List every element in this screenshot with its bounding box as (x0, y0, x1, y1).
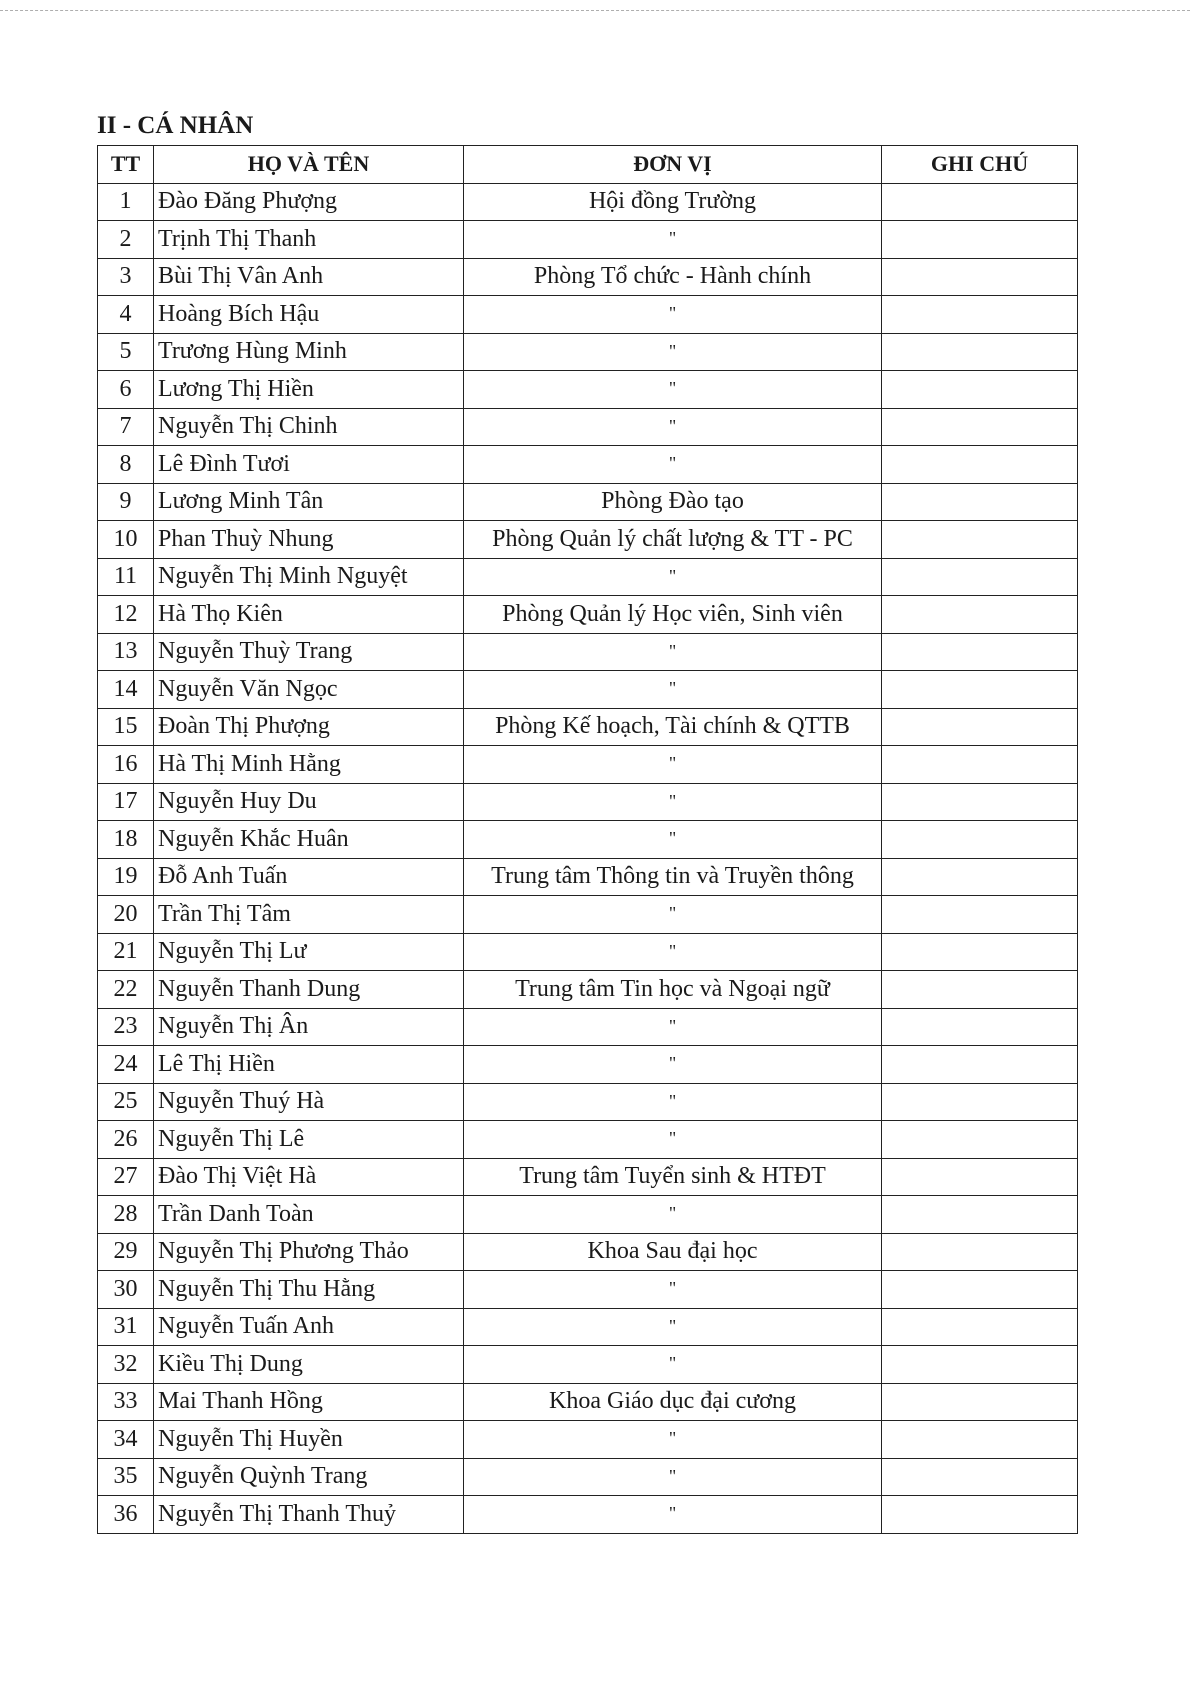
table-row (98, 1121, 1078, 1159)
unit-cell: " (464, 1346, 882, 1384)
note-cell (882, 296, 1078, 334)
row-number-cell: 20 (98, 896, 154, 934)
note-cell (882, 1421, 1078, 1459)
table-row (98, 1496, 1078, 1534)
name-cell: Phan Thuỳ Nhung (154, 521, 464, 559)
table-row (98, 1383, 1078, 1421)
note-cell (882, 1121, 1078, 1159)
row-number-cell: 11 (98, 558, 154, 596)
table-row (98, 408, 1078, 446)
note-cell (882, 1383, 1078, 1421)
name-cell: Nguyễn Khắc Huân (154, 821, 464, 859)
note-cell (882, 1158, 1078, 1196)
header-unit: ĐƠN VỊ (464, 146, 882, 184)
unit-cell: " (464, 896, 882, 934)
name-cell: Nguyễn Thuỳ Trang (154, 633, 464, 671)
note-cell (882, 483, 1078, 521)
name-cell: Trịnh Thị Thanh (154, 221, 464, 259)
row-number-cell: 7 (98, 408, 154, 446)
note-cell (882, 746, 1078, 784)
note-cell (882, 1233, 1078, 1271)
note-cell (882, 1496, 1078, 1534)
table-row (98, 446, 1078, 484)
name-cell: Đỗ Anh Tuấn (154, 858, 464, 896)
row-number-cell: 27 (98, 1158, 154, 1196)
name-cell: Nguyễn Thị Huyền (154, 1421, 464, 1459)
table-row (98, 1083, 1078, 1121)
table-row (98, 896, 1078, 934)
unit-cell: Phòng Quản lý Học viên, Sinh viên (464, 596, 882, 634)
unit-cell: Khoa Sau đại học (464, 1233, 882, 1271)
note-cell (882, 258, 1078, 296)
table-row (98, 521, 1078, 559)
unit-cell: " (464, 1046, 882, 1084)
note-cell (882, 1083, 1078, 1121)
table-row (98, 1158, 1078, 1196)
row-number-cell: 18 (98, 821, 154, 859)
table-row (98, 633, 1078, 671)
table-row (98, 296, 1078, 334)
row-number-cell: 19 (98, 858, 154, 896)
table-row (98, 933, 1078, 971)
unit-cell: Trung tâm Tuyển sinh & HTĐT (464, 1158, 882, 1196)
name-cell: Hà Thị Minh Hằng (154, 746, 464, 784)
header-tt: TT (98, 146, 154, 184)
row-number-cell: 34 (98, 1421, 154, 1459)
unit-cell: " (464, 821, 882, 859)
row-number-cell: 15 (98, 708, 154, 746)
table-row (98, 821, 1078, 859)
note-cell (882, 596, 1078, 634)
unit-cell: " (464, 1196, 882, 1234)
scan-edge-line (0, 10, 1190, 14)
note-cell (882, 1308, 1078, 1346)
personnel-table (97, 145, 1078, 1534)
table-row (98, 1421, 1078, 1459)
row-number-cell: 13 (98, 633, 154, 671)
name-cell: Bùi Thị Vân Anh (154, 258, 464, 296)
table-row (98, 1346, 1078, 1384)
name-cell: Trần Danh Toàn (154, 1196, 464, 1234)
name-cell: Nguyễn Thanh Dung (154, 971, 464, 1009)
table-row (98, 221, 1078, 259)
note-cell (882, 708, 1078, 746)
unit-cell: " (464, 1458, 882, 1496)
row-number-cell: 29 (98, 1233, 154, 1271)
unit-cell: Phòng Đào tạo (464, 483, 882, 521)
unit-cell: Khoa Giáo dục đại cương (464, 1383, 882, 1421)
table-row (98, 558, 1078, 596)
row-number-cell: 16 (98, 746, 154, 784)
unit-cell: " (464, 221, 882, 259)
table-body (98, 183, 1078, 1533)
note-cell (882, 333, 1078, 371)
unit-cell: " (464, 558, 882, 596)
row-number-cell: 6 (98, 371, 154, 409)
table-row (98, 1233, 1078, 1271)
note-cell (882, 896, 1078, 934)
note-cell (882, 558, 1078, 596)
unit-cell: Phòng Kế hoạch, Tài chính & QTTB (464, 708, 882, 746)
unit-cell: " (464, 933, 882, 971)
unit-cell: " (464, 1496, 882, 1534)
row-number-cell: 33 (98, 1383, 154, 1421)
name-cell: Đào Đăng Phượng (154, 183, 464, 221)
table-row (98, 483, 1078, 521)
table-row (98, 671, 1078, 709)
header-note: GHI CHÚ (882, 146, 1078, 184)
row-number-cell: 31 (98, 1308, 154, 1346)
table-row (98, 183, 1078, 221)
table-row (98, 258, 1078, 296)
row-number-cell: 10 (98, 521, 154, 559)
table-row (98, 746, 1078, 784)
table-row (98, 1271, 1078, 1309)
unit-cell: " (464, 1083, 882, 1121)
note-cell (882, 371, 1078, 409)
row-number-cell: 21 (98, 933, 154, 971)
unit-cell: " (464, 408, 882, 446)
row-number-cell: 23 (98, 1008, 154, 1046)
note-cell (882, 521, 1078, 559)
note-cell (882, 858, 1078, 896)
note-cell (882, 1271, 1078, 1309)
name-cell: Lê Đình Tươi (154, 446, 464, 484)
table-row (98, 371, 1078, 409)
row-number-cell: 2 (98, 221, 154, 259)
row-number-cell: 35 (98, 1458, 154, 1496)
unit-cell: " (464, 296, 882, 334)
note-cell (882, 1008, 1078, 1046)
unit-cell: " (464, 1271, 882, 1309)
table-row (98, 1046, 1078, 1084)
note-cell (882, 933, 1078, 971)
unit-cell: Trung tâm Thông tin và Truyền thông (464, 858, 882, 896)
table-row (98, 1008, 1078, 1046)
row-number-cell: 4 (98, 296, 154, 334)
name-cell: Nguyễn Quỳnh Trang (154, 1458, 464, 1496)
unit-cell: " (464, 783, 882, 821)
note-cell (882, 408, 1078, 446)
row-number-cell: 14 (98, 671, 154, 709)
name-cell: Nguyễn Thị Ân (154, 1008, 464, 1046)
name-cell: Nguyễn Thị Lư (154, 933, 464, 971)
table-row (98, 596, 1078, 634)
unit-cell: Phòng Tổ chức - Hành chính (464, 258, 882, 296)
unit-cell: " (464, 333, 882, 371)
name-cell: Đoàn Thị Phượng (154, 708, 464, 746)
name-cell: Hà Thọ Kiên (154, 596, 464, 634)
unit-cell: Phòng Quản lý chất lượng & TT - PC (464, 521, 882, 559)
table-row (98, 1308, 1078, 1346)
name-cell: Mai Thanh Hồng (154, 1383, 464, 1421)
note-cell (882, 633, 1078, 671)
unit-cell: " (464, 371, 882, 409)
note-cell (882, 446, 1078, 484)
unit-cell: " (464, 446, 882, 484)
row-number-cell: 8 (98, 446, 154, 484)
name-cell: Lương Minh Tân (154, 483, 464, 521)
table-row (98, 858, 1078, 896)
name-cell: Nguyễn Thị Phương Thảo (154, 1233, 464, 1271)
unit-cell: " (464, 1008, 882, 1046)
name-cell: Trương Hùng Minh (154, 333, 464, 371)
row-number-cell: 25 (98, 1083, 154, 1121)
table-row (98, 783, 1078, 821)
table-row (98, 708, 1078, 746)
row-number-cell: 9 (98, 483, 154, 521)
note-cell (882, 1196, 1078, 1234)
table-header-row (98, 146, 1078, 184)
note-cell (882, 1346, 1078, 1384)
row-number-cell: 30 (98, 1271, 154, 1309)
row-number-cell: 24 (98, 1046, 154, 1084)
name-cell: Lương Thị Hiền (154, 371, 464, 409)
name-cell: Nguyễn Văn Ngọc (154, 671, 464, 709)
table-row (98, 1458, 1078, 1496)
unit-cell: " (464, 671, 882, 709)
unit-cell: " (464, 633, 882, 671)
header-name: HỌ VÀ TÊN (154, 146, 464, 184)
unit-cell: Trung tâm Tin học và Ngoại ngữ (464, 971, 882, 1009)
unit-cell: " (464, 1308, 882, 1346)
name-cell: Kiều Thị Dung (154, 1346, 464, 1384)
note-cell (882, 783, 1078, 821)
row-number-cell: 5 (98, 333, 154, 371)
unit-cell: " (464, 746, 882, 784)
table-row (98, 333, 1078, 371)
row-number-cell: 36 (98, 1496, 154, 1534)
note-cell (882, 821, 1078, 859)
note-cell (882, 671, 1078, 709)
name-cell: Trần Thị Tâm (154, 896, 464, 934)
name-cell: Đào Thị Việt Hà (154, 1158, 464, 1196)
note-cell (882, 221, 1078, 259)
note-cell (882, 971, 1078, 1009)
name-cell: Nguyễn Huy Du (154, 783, 464, 821)
row-number-cell: 17 (98, 783, 154, 821)
unit-cell: " (464, 1121, 882, 1159)
name-cell: Nguyễn Thị Lê (154, 1121, 464, 1159)
row-number-cell: 26 (98, 1121, 154, 1159)
name-cell: Nguyễn Thị Chinh (154, 408, 464, 446)
document-page (97, 110, 1077, 1534)
row-number-cell: 32 (98, 1346, 154, 1384)
name-cell: Nguyễn Tuấn Anh (154, 1308, 464, 1346)
name-cell: Nguyễn Thuý Hà (154, 1083, 464, 1121)
unit-cell: Hội đồng Trường (464, 183, 882, 221)
name-cell: Nguyễn Thị Thanh Thuỷ (154, 1496, 464, 1534)
note-cell (882, 1458, 1078, 1496)
row-number-cell: 28 (98, 1196, 154, 1234)
row-number-cell: 3 (98, 258, 154, 296)
note-cell (882, 1046, 1078, 1084)
name-cell: Nguyễn Thị Thu Hằng (154, 1271, 464, 1309)
name-cell: Lê Thị Hiền (154, 1046, 464, 1084)
note-cell (882, 183, 1078, 221)
row-number-cell: 22 (98, 971, 154, 1009)
row-number-cell: 12 (98, 596, 154, 634)
table-row (98, 971, 1078, 1009)
name-cell: Hoàng Bích Hậu (154, 296, 464, 334)
table-row (98, 1196, 1078, 1234)
row-number-cell: 1 (98, 183, 154, 221)
section-title: II - CÁ NHÂN (97, 112, 254, 139)
name-cell: Nguyễn Thị Minh Nguyệt (154, 558, 464, 596)
unit-cell: " (464, 1421, 882, 1459)
